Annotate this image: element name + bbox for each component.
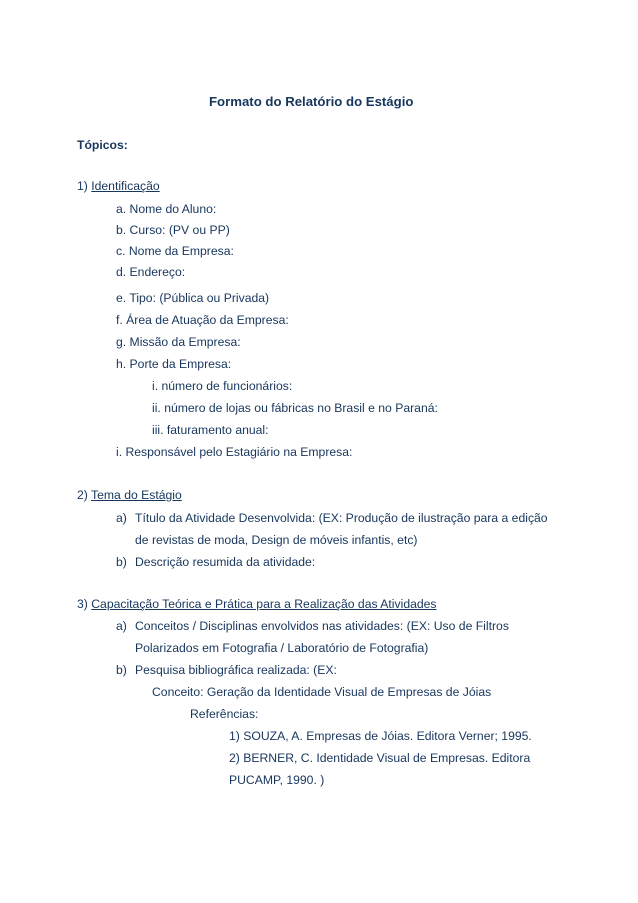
list-item-marker: a) — [116, 619, 127, 633]
list-item: Pesquisa bibliográfica realizada: (EX: — [135, 663, 337, 677]
list-item-marker: a) — [116, 511, 127, 525]
list-item-marker: b) — [116, 663, 127, 677]
section-1-title: Identificação — [91, 179, 160, 193]
section-3-number: 3) — [77, 597, 88, 611]
section-3-heading — [77, 596, 437, 612]
section-2-number: 2) — [77, 488, 88, 502]
list-item: Descrição resumida da atividade: — [135, 555, 316, 569]
list-item-continuation: Polarizados em Fotografia / Laboratório de Fotografia) — [135, 641, 429, 655]
list-item: c. Nome da Empresa: — [116, 244, 234, 258]
list-item: Conceitos / Disciplinas envolvidos nas atividades: (EX: Uso de Filtros — [135, 619, 509, 633]
list-item: g. Missão da Empresa: — [116, 335, 241, 349]
sub-list-item: i. número de funcionários: — [152, 379, 293, 393]
section-1-heading — [77, 178, 160, 194]
concept-line: Conceito: Geração da Identidade Visual de Empresas de Jóias — [152, 685, 492, 699]
reference-item: 2) BERNER, C. Identidade Visual de Empresas. Editora — [229, 751, 531, 765]
list-item: e. Tipo: (Pública ou Privada) — [116, 291, 270, 305]
section-2-heading — [77, 487, 182, 503]
reference-item-continuation: PUCAMP, 1990. ) — [229, 773, 325, 787]
list-item: f. Área de Atuação da Empresa: — [116, 313, 289, 327]
reference-item: 1) SOUZA, A. Empresas de Jóias. Editora Verner; 1995. — [229, 729, 532, 743]
list-item: Título da Atividade Desenvolvida: (EX: Produção de ilustração para a edição — [135, 511, 548, 525]
list-item: d. Endereço: — [116, 265, 186, 279]
sub-list-item: ii. número de lojas ou fábricas no Brasil e no Paraná: — [152, 401, 438, 415]
document-title: Formato do Relatório do Estágio — [209, 94, 414, 109]
section-2-title: Tema do Estágio — [91, 488, 182, 502]
references-label: Referências: — [190, 707, 259, 721]
list-item: a. Nome do Aluno: — [116, 202, 217, 216]
list-item: h. Porte da Empresa: — [116, 357, 232, 371]
list-item: b. Curso: (PV ou PP) — [116, 223, 230, 237]
list-item: i. Responsável pelo Estagiário na Empresa: — [116, 445, 353, 459]
section-1-number: 1) — [77, 179, 88, 193]
sub-list-item: iii. faturamento anual: — [152, 423, 269, 437]
list-item-marker: b) — [116, 555, 127, 569]
list-item-continuation: de revistas de moda, Design de móveis infantis, etc) — [135, 533, 418, 547]
section-3-title: Capacitação Teórica e Prática para a Realização das Atividades — [91, 597, 437, 611]
topics-label: Tópicos: — [77, 138, 128, 152]
